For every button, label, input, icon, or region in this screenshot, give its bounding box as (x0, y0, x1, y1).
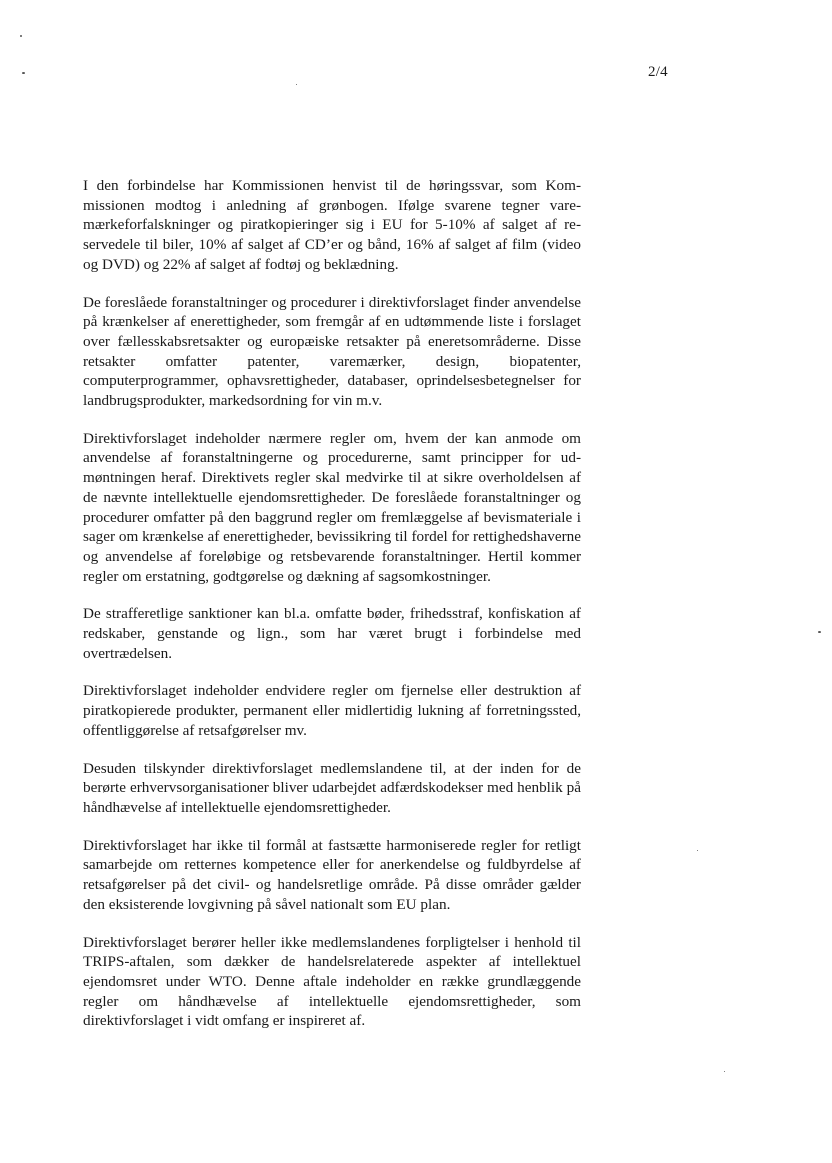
paragraph-judicial-cooperation: Direktivforslaget har ikke til formål at fastsætte harmoniserede regler for retligt samarbejde om retternes kompetence eller for anerkendelse og fuldbyrdelse af retsafgørelser på det civil- og handelsretlige område. På disse områder gælder den eksisterende lovgivning på såvel nationalt som EU plan. (83, 836, 581, 913)
scan-speck (697, 850, 698, 851)
page-number: 2/4 (648, 64, 668, 80)
paragraph-criminal-sanctions: De strafferetlige sanktioner kan bl.a. omfatte bøder, frihedsstraf, konfiskation af redskaber, genstande og lign., som har været brugt i forbindelse med overtrædelsen. (83, 605, 581, 662)
scan-speck (22, 72, 25, 74)
paragraph-trips-agreement: Direktivforslaget berører heller ikke medlemslandenes forpligtelser i henhold til TRIPS-aftalen, som dækker de handelsrelaterede aspekter af intellektuel ejendomsret under WTO. Denne aftale indeholder en række grundlæggende regler om håndhævelse af intellektuelle ejendomsrettigheder, som direktivforslaget i vidt omfang er inspireret af. (83, 933, 581, 1030)
paragraph-measures-procedures: Direktivforslaget indeholder nærmere regler om, hvem der kan anmode om anvendelse af foranstaltningerne og procedurerne, samt principper for udmøntningen heraf. Direktivets regler skal medvirke til at sikre overholdelsen af de nævnte intellektuelle ejendomsrettigheder. De foreslåede foranstaltninger og procedurer omfatter på den baggrund regler om fremlæggelse af bevismateriale i sager om krænkelse af enerettigheder, bevissikring til fordel for rettighedshaverne og anvendelse af foreløbige og retsbevarende foranstaltninger. Hertil kommer regler om erstatning, godtgørelse og dækning af sagsomkostninger. (83, 429, 581, 585)
paragraph-destruction-rules: Direktivforslaget indeholder endvidere regler om fjernelse eller destruktion af piratkopierede produkter, permanent eller midlertidig lukning af forretningssted, offentliggørelse af retsafgørelser mv. (83, 682, 581, 739)
scan-speck (20, 35, 22, 37)
scan-speck (818, 631, 821, 633)
paragraph-eu-statistics: I den forbindelse har Kommissionen henvist til de høringssvar, som Kommissionen modtog i anledning af grønbogen. Ifølge svarene tegner varemærkeforfalskninger og piratkopieringer sig i EU for 5-10% af salget af reservedele til biler, 10% af salget af CD’er og bånd, 16% af salget af film (video og DVD) og 22% af salget af fodtøj og beklædning. (83, 177, 581, 273)
paragraph-scope-of-rights: De foreslåede foranstaltninger og procedurer i direktivforslaget finder anvendelse på krænkelser af enerettigheder, som fremgår af en udtømmende liste i forslaget over fællesskabsretsakter og europæiske retsakter på eneretsområderne. Disse retsakter omfatter patenter, varemærker, design, biopatenter, computerprogrammer, ophavsrettigheder, databaser, oprindelsesbetegnelser for landbrugsprodukter, markedsordning for vin m.v. (83, 293, 581, 410)
body-text (83, 176, 581, 1049)
scan-speck (724, 1071, 725, 1072)
paragraph-codes-of-conduct: Desuden tilskynder direktivforslaget medlemslandene til, at der inden for de berørte erhvervsorganisationer bliver udarbejdet adfærdskodekser med henblik på håndhævelse af intellektuelle ejendomsrettigheder. (83, 759, 581, 816)
scan-speck (296, 84, 297, 85)
